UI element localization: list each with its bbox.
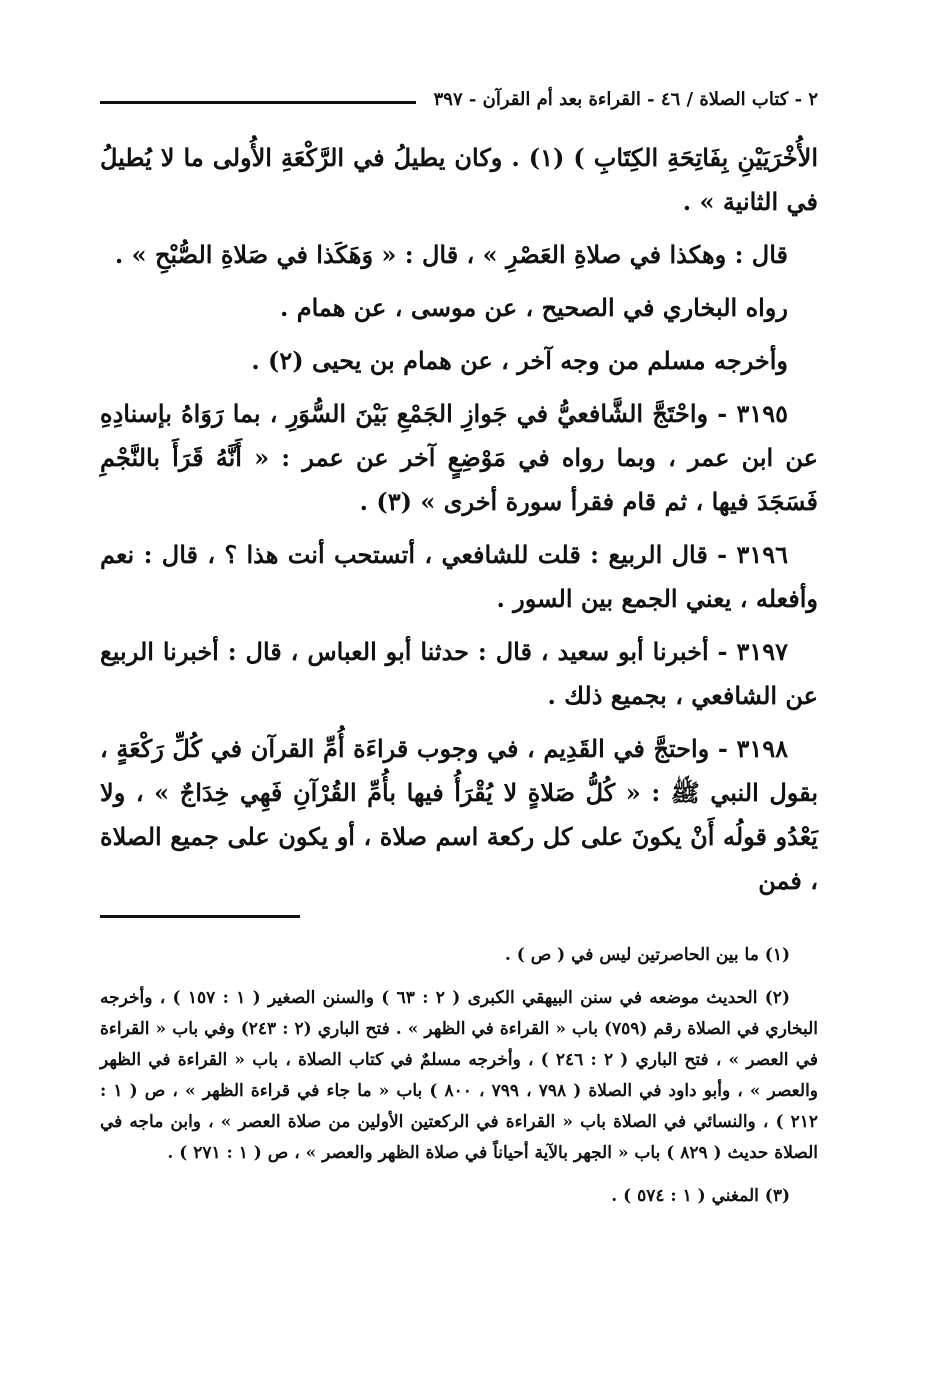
footnote-2: (٢) الحديث موضعه في سنن البيهقي الكبرى ( ٢ : ٦٣ ) والسنن الصغير ( ١ : ١٥٧ ) ، وأخرجه البخاري في الصلاة رقم (٧٥٩) باب « القراءة في الظهر » . فتح الباري (٢ : ٢٤٣) وفي باب « القراءة في العصر » ، فتح الباري ( ٢ : ٢٤٦ ) ، وأخرجه مسلمٌ في كتاب الصلاة ، باب « القراءة في الظهر والعصر » ، وأبو داود في الصلاة ( ٧٩٨ ، ٧٩٩ ، ٨٠٠ ) باب « ما جاء في قراءة الظهر » ، ص ( ١ : ٢١٢ ) ، والنسائي في الصلاة باب « القراءة في الركعتين الأولين من صلاة العصر » ، وابن ماجه في الصلاة حديث ( ٨٢٩ ) باب « الجهر بالآية أحياناً في صلاة الظهر والعصر » ، ص ( ١ : ٢٧١ ) .: [100, 988, 818, 1163]
book-page: [100, 82, 818, 1302]
paragraph: وأخرجه مسلم من وجه آخر ، عن همام بن يحيى (٢) .: [251, 346, 788, 375]
footnote-1: (١) ما بين الحاصرتين ليس في ( ص ) .: [504, 945, 790, 965]
paragraph-3197: ٣١٩٧ - أخبرنا أبو سعيد ، قال : حدثنا أبو العباس ، قال : أخبرنا الربيع عن الشافعي ، بجميع ذلك .: [100, 637, 818, 710]
main-text: [100, 136, 818, 903]
paragraph: رواه البخاري في الصحيح ، عن موسى ، عن همام .: [280, 293, 788, 322]
footnote-3: (٣) المغني ( ١ : ٥٧٤ ) .: [611, 1186, 790, 1206]
running-header: [100, 82, 818, 116]
footnotes: [100, 940, 818, 1212]
paragraph: قال : وهكذا في صلاةِ العَصْرِ » ، قال : « وَهَكَذا في صَلاةِ الصُّبْحِ » .: [114, 240, 788, 269]
running-title: ٢ - كتاب الصلاة / ٤٦ - القراءة بعد أم القرآن - ٣٩٧: [433, 88, 818, 110]
paragraph-3195: ٣١٩٥ - واحْتَجَّ الشَّافعيُّ في جَوازِ الجَمْعِ بَيْنَ السُّوَرِ ، بما رَوَاهُ بإسنادِهِ عن ابن عمر ، وبما رواه في مَوْضِعٍ آخر عن عمر : « أَنَّهُ قَرَأَ بالنَّجْمِ فَسَجَدَ فيها ، ثم قام فقرأ سورة أخرى » (٣) .: [100, 399, 818, 516]
paragraph-3196: ٣١٩٦ - قال الربيع : قلت للشافعي ، أتستحب أنت هذا ؟ ، قال : نعم وأفعله ، يعني الجمع بين السور .: [100, 540, 818, 613]
paragraph-continuation: الأُخْرَيَيْنِ بِفَاتِحَةِ الكِتَابِ ) (١) . وكان يطيلُ في الرَّكْعَةِ الأُولى ما لا يُطيلُ في الثانية » .: [100, 143, 818, 216]
footnote-separator: [100, 915, 300, 918]
header-rule: [100, 101, 416, 104]
paragraph-3198: ٣١٩٨ - واحتجَّ في القَدِيم ، في وجوب قراءَة أُمِّ القرآن في كُلِّ رَكْعَةٍ ، بقول النبي ﷺ : « كُلُّ صَلاةٍ لا يُقْرَأُ فيها بأُمِّ القُرْآنِ فَهِي خِدَاجٌ » ، ولا يَعْدُو قولُه أَنْ يكونَ على كل ركعة اسم صلاة ، أو يكون على جميع الصلاة ، فمن: [100, 734, 818, 895]
